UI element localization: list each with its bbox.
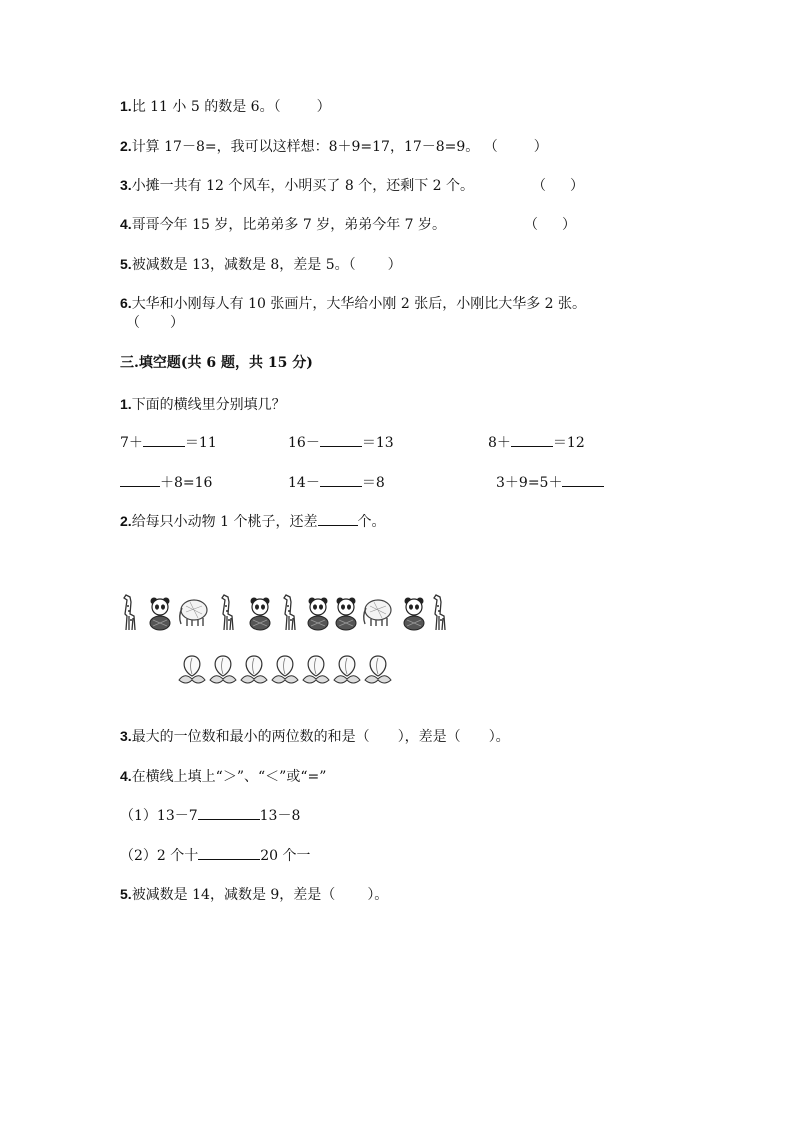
fill-q4-sub2: （2）2 个十 20 个一 — [120, 845, 311, 866]
equation-6: 3＋9=5＋ — [496, 472, 604, 493]
panda-icon — [404, 598, 424, 631]
peaches-picture — [178, 650, 393, 690]
judge-item-5: 5.被减数是 13，减数是 8，差是 5。（ ） — [120, 256, 402, 273]
equation-3: 8＋ ＝12 — [488, 432, 585, 453]
judge-item-6-paren: （ ） — [126, 315, 184, 331]
giraffe-icon — [124, 595, 135, 630]
judge-item-6: 6.大华和小刚每人有 10 张画片，大华给小刚 2 张后，小刚比大华多 2 张。 — [120, 295, 587, 312]
fill-q5: 5.被减数是 14，减数是 9，差是（ ）。 — [120, 886, 389, 903]
peach-icon — [365, 656, 391, 683]
panda-icon — [308, 598, 328, 631]
section-heading: 三.填空题(共 6 题，共 15 分) — [120, 355, 313, 371]
peach-icon — [303, 656, 329, 683]
equation-1: 7＋ ＝11 — [120, 432, 217, 453]
elephant-icon — [364, 600, 391, 626]
fill-q2: 2.给每只小动物 1 个桃子，还差 个。 — [120, 513, 386, 530]
judge-item-2: 2.计算 17－8=，我可以这样想：8＋9=17，17－8=9。 （ ） — [120, 138, 548, 155]
peach-icon — [272, 656, 298, 683]
blank-line[interactable] — [320, 432, 362, 447]
blank-line[interactable] — [320, 472, 362, 487]
peach-icon — [241, 656, 267, 683]
giraffe-icon — [284, 595, 295, 630]
blank-line[interactable] — [143, 432, 185, 447]
fill-q3: 3.最大的一位数和最小的两位数的和是（ ），差是（ ）。 — [120, 728, 510, 745]
judge-item-3: 3.小摊一共有 12 个风车，小明买了 8 个，还剩下 2 个。 （ ） — [120, 177, 585, 194]
blank-line[interactable] — [198, 845, 260, 860]
peach-icon — [334, 656, 360, 683]
equation-4: ＋8=16 — [120, 472, 212, 493]
blank-line[interactable] — [120, 472, 160, 487]
giraffe-icon — [222, 595, 233, 630]
judge-item-1: 1.比 11 小 5 的数是 6。（ ） — [120, 98, 331, 115]
peach-icon — [179, 656, 205, 683]
fill-q1: 1.下面的横线里分别填几？ — [120, 396, 286, 413]
animals-picture — [120, 592, 460, 632]
judge-item-4: 4.哥哥今年 15 岁，比弟弟多 7 岁，弟弟今年 7 岁。 （ ） — [120, 216, 577, 233]
elephant-icon — [180, 600, 207, 626]
panda-icon — [336, 598, 356, 631]
fill-q4: 4.在横线上填上“＞”、“＜”或“=” — [120, 768, 327, 785]
blank-line[interactable] — [318, 511, 358, 526]
blank-line[interactable] — [511, 432, 553, 447]
blank-line[interactable] — [198, 805, 260, 820]
panda-icon — [250, 598, 270, 631]
equation-2: 16－ ＝13 — [288, 432, 394, 453]
peach-icon — [210, 656, 236, 683]
panda-icon — [150, 598, 170, 631]
giraffe-icon — [434, 595, 445, 630]
equation-5: 14－ ＝8 — [288, 472, 385, 493]
blank-line[interactable] — [562, 472, 604, 487]
fill-q4-sub1: （1）13－7 13－8 — [120, 805, 300, 826]
